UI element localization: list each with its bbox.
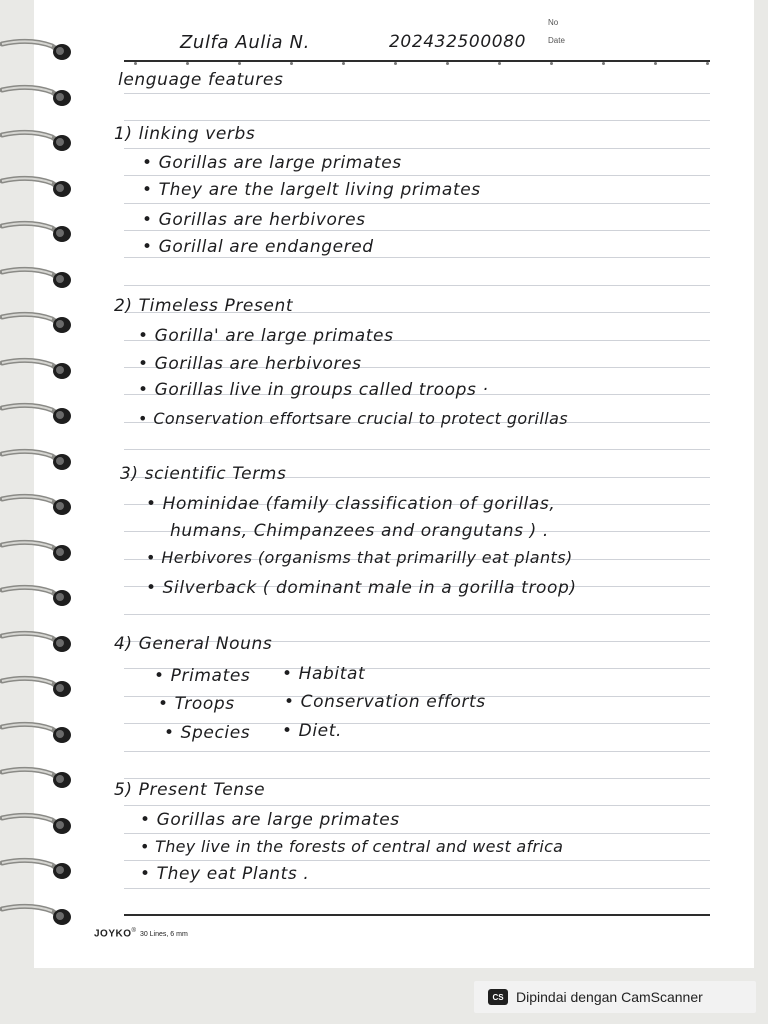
spiral-ring-icon [0,582,56,604]
list-item: • Gorillas are large primates [140,810,400,830]
ruled-line [124,614,710,615]
ruled-line [124,778,710,779]
spiral-ring-icon [0,491,56,513]
list-item: • Species [164,723,251,743]
ruled-line [124,285,710,286]
list-item: • Gorillas live in groups called troops · [138,380,489,400]
margin-dot [238,62,241,65]
margin-dot [394,62,397,65]
ruled-line [124,203,710,204]
spiral-ring-icon [0,36,56,58]
ruled-line [124,805,710,806]
list-item: • Primates [154,666,251,686]
section-heading: 4) General Nouns [114,634,273,654]
ruled-line [124,257,710,258]
brand-name: JOYKO [94,928,132,940]
spiral-ring-icon [0,537,56,559]
section-heading: 2) Timeless Present [114,296,294,316]
spiral-ring-icon [0,264,56,286]
margin-dot [550,62,553,65]
list-item: • Conservation effortsare crucial to protect gorillas [138,409,569,428]
list-item: • Gorillas are herbivores [138,354,362,374]
list-item: • Diet. [282,721,342,741]
header-line [124,60,710,62]
spiral-ring-icon [0,400,56,422]
spiral-ring-icon [0,309,56,331]
list-item: • Gorillal are endangered [142,237,374,257]
camscanner-watermark [474,981,756,1013]
date-label: Date [548,36,565,45]
spiral-ring-icon [0,719,56,741]
list-item: • Habitat [282,664,366,684]
spiral-ring-icon [0,173,56,195]
ruled-line [124,120,710,121]
list-item: • They eat Plants . [140,864,310,884]
spiral-ring-icon [0,764,56,786]
margin-dot [290,62,293,65]
ruled-line [124,888,710,889]
ruled-line [124,93,710,94]
spiral-ring-icon [0,855,56,877]
ruled-line [124,175,710,176]
spiral-ring-icon [0,127,56,149]
list-item: • Troops [158,694,235,714]
list-item: • Conservation efforts [284,692,486,712]
footer-line [124,914,710,916]
margin-dot [602,62,605,65]
ruled-line [124,230,710,231]
no-label: No [548,18,559,27]
list-item: • Gorilla' are large primates [138,326,394,346]
ruled-line [124,833,710,834]
margin-dot [342,62,345,65]
ruled-line [124,449,710,450]
student-id: 202432500080 [389,32,526,52]
watermark-text: Dipindai dengan CamScanner [516,989,703,1005]
spiral-ring-icon [0,810,56,832]
camscanner-logo-icon: CS [488,989,508,1005]
spiral-ring-icon [0,355,56,377]
section-heading: 3) scientific Terms [120,464,287,484]
list-item: • Silverback ( dominant male in a gorilla troop) [146,578,577,598]
margin-dot [498,62,501,65]
spiral-ring-icon [0,673,56,695]
list-item: • Gorillas are large primates [142,153,402,173]
student-name: Zulfa Aulia N. [180,32,310,53]
list-item: humans, Chimpanzees and orangutans ) . [170,521,549,541]
page-title: lenguage features [118,70,284,90]
list-item: • They are the largelt living primates [142,180,481,200]
margin-dot [446,62,449,65]
ruled-line [124,860,710,861]
ruled-line [124,751,710,752]
list-item: • They live in the forests of central and west africa [140,837,564,856]
margin-dot [654,62,657,65]
margin-dot [186,62,189,65]
spiral-ring-icon [0,82,56,104]
notebook-brand: JOYKO®30 Lines, 6 mm [94,928,188,940]
list-item: • Hominidae (family classification of gorillas, [146,494,556,514]
list-item: • Herbivores (organisms that primarilly eat plants) [146,548,573,567]
margin-dot [134,62,137,65]
ruled-line [124,148,710,149]
section-heading: 1) linking verbs [114,124,256,144]
brand-spec: 30 Lines, 6 mm [139,931,188,939]
spiral-ring-icon [0,628,56,650]
margin-dot [706,62,709,65]
spiral-ring-icon [0,218,56,240]
spiral-ring-icon [0,446,56,468]
notebook-page [34,0,754,968]
list-item: • Gorillas are herbivores [142,210,366,230]
section-heading: 5) Present Tense [114,780,266,800]
spiral-ring-icon [0,901,56,923]
